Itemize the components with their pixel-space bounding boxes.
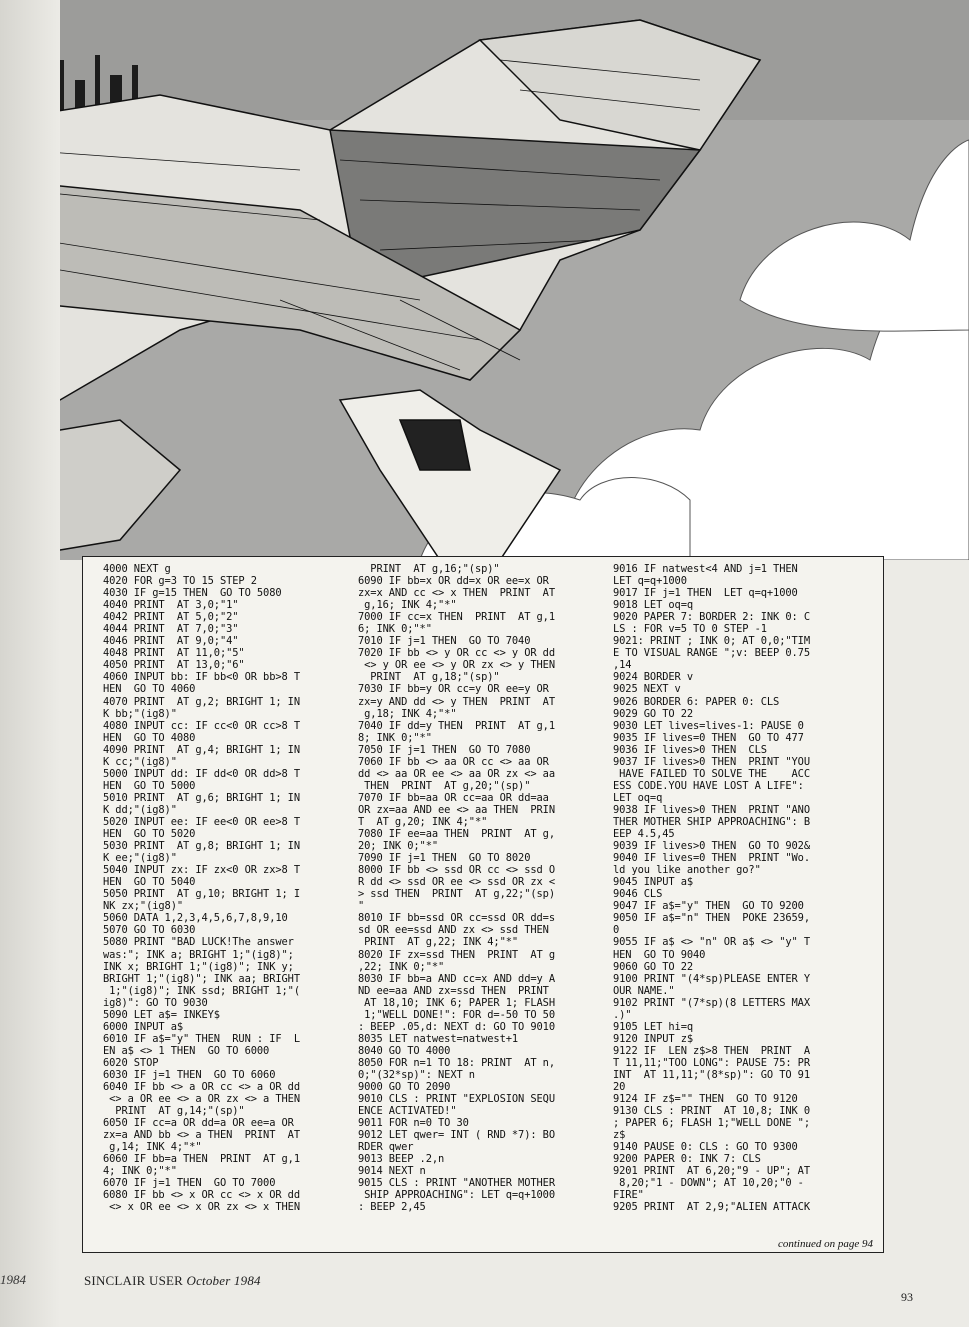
listing-line: 6060 IF bb=a THEN PRINT AT g,1	[103, 1153, 300, 1166]
listing-line: 4; INK 0;"*"	[103, 1165, 177, 1178]
listing-line: 7030 IF bb=y OR cc=y OR ee=y OR	[358, 683, 549, 696]
listing-line: 4040 PRINT AT 3,0;"1"	[103, 599, 239, 612]
listing-line: THER MOTHER SHIP APPROACHING": B	[613, 815, 810, 828]
listing-line: EEP 4.5,45	[613, 828, 675, 841]
listing-line: 6000 INPUT a$	[103, 1020, 184, 1033]
listing-line: 6; INK 0;"*"	[358, 623, 432, 636]
footer-credit	[84, 1273, 261, 1289]
listing-line: g,14; INK 4;"*"	[103, 1141, 202, 1154]
listing-line: 8035 LET natwest=natwest+1	[358, 1032, 519, 1045]
listing-line: 9036 IF lives>0 THEN CLS	[613, 743, 767, 756]
listing-line: 7090 IF j=1 THEN GO TO 8020	[358, 852, 531, 865]
listing-line: 9016 IF natwest<4 AND j=1 THEN	[613, 563, 798, 575]
magazine-name: SINCLAIR USER	[84, 1273, 184, 1288]
listing-line: 6030 IF j=1 THEN GO TO 6060	[103, 1068, 276, 1081]
listing-line: 8,20;"1 - DOWN"; AT 10,20;"0 -	[613, 1177, 804, 1190]
listing-line: 6020 STOP	[103, 1056, 159, 1069]
listing-line: g,18; INK 4;"*"	[358, 707, 457, 720]
page-number: 93	[901, 1290, 913, 1304]
listing-line: 7000 IF cc=x THEN PRINT AT g,1	[358, 611, 555, 624]
listing-line: 9020 PAPER 7: BORDER 2: INK 0: C	[613, 611, 810, 624]
program-listing	[82, 556, 884, 1253]
listing-line: INK x; BRIGHT 1;"(ig8)"; INK y;	[103, 960, 294, 973]
listing-line: 9040 IF lives=0 THEN PRINT "Wo.	[613, 852, 810, 865]
issue-date: October 1984	[186, 1273, 261, 1288]
listing-line: EN a$ <> 1 THEN GO TO 6000	[103, 1044, 270, 1057]
listing-column-2	[358, 563, 555, 1214]
previous-page-year: 1984	[0, 1272, 26, 1287]
listing-line: RDER qwer	[358, 1141, 414, 1154]
listing-line: HEN GO TO 4060	[103, 683, 196, 696]
listing-line: 9037 IF lives>0 THEN PRINT "YOU	[613, 755, 810, 768]
listing-line: 9030 LET lives=lives-1: PAUSE 0	[613, 719, 804, 732]
listing-line: HEN GO TO 4080	[103, 731, 196, 744]
listing-line: "	[358, 900, 365, 913]
listing-line: OR zx=aa AND ee <> aa THEN PRIN	[358, 803, 555, 816]
listing-line: ,22; INK 0;"*"	[358, 960, 445, 973]
listing-line: 20	[613, 1081, 626, 1094]
listing-line: LS : FOR v=5 TO 0 STEP -1	[613, 623, 767, 636]
listing-line: 9010 CLS : PRINT "EXPLOSION SEQU	[358, 1093, 555, 1106]
listing-line: 4042 PRINT AT 5,0;"2"	[103, 611, 239, 624]
listing-line: 6070 IF j=1 THEN GO TO 7000	[103, 1177, 276, 1190]
listing-line: 9013 BEEP .2,n	[358, 1153, 445, 1166]
listing-line: HEN GO TO 9040	[613, 948, 706, 961]
listing-line: 8010 IF bb=ssd OR cc=ssd OR dd=s	[358, 912, 555, 925]
listing-line: <> y OR ee <> y OR zx <> y THEN	[358, 659, 555, 672]
listing-line: ESS CODE.YOU HAVE LOST A LIFE":	[613, 779, 804, 792]
listing-line: 9035 IF lives=0 THEN GO TO 477	[613, 731, 804, 744]
listing-line: K ee;"(ig8)"	[103, 852, 177, 865]
listing-line: 0;"(32*sp)": NEXT n	[358, 1068, 475, 1081]
listing-line: 8; INK 0;"*"	[358, 731, 432, 744]
listing-line: LET q=q+1000	[613, 575, 687, 588]
listing-line: 9017 IF j=1 THEN LET q=q+1000	[613, 587, 798, 600]
listing-line: 4090 PRINT AT g,4; BRIGHT 1; IN	[103, 743, 300, 756]
listing-line: 5090 LET a$= INKEY$	[103, 1008, 220, 1021]
listing-line: 9045 INPUT a$	[613, 876, 694, 889]
listing-column-3	[613, 563, 810, 1214]
listing-line: THEN PRINT AT g,20;"(sp)"	[358, 779, 531, 792]
listing-line: 7050 IF j=1 THEN GO TO 7080	[358, 743, 531, 756]
listing-line: HEN GO TO 5020	[103, 828, 196, 841]
listing-line: zx=y AND dd <> y THEN PRINT AT	[358, 695, 555, 708]
listing-line: 6050 IF cc=a OR dd=a OR ee=a OR	[103, 1117, 294, 1130]
listing-line: 9047 IF a$="y" THEN GO TO 9200	[613, 900, 804, 913]
listing-line: 4050 PRINT AT 13,0;"6"	[103, 659, 245, 672]
listing-line: PRINT AT g,16;"(sp)"	[358, 563, 500, 575]
listing-line: .)"	[613, 1008, 632, 1021]
listing-line: 4048 PRINT AT 11,0;"5"	[103, 647, 245, 660]
listing-line: 9000 GO TO 2090	[358, 1081, 451, 1094]
listing-line: PRINT AT g,14;"(sp)"	[103, 1105, 245, 1118]
listing-line: AT 18,10; INK 6; PAPER 1; FLASH	[358, 996, 555, 1009]
listing-line: zx=a AND bb <> a THEN PRINT AT	[103, 1129, 300, 1142]
listing-line: 6010 IF a$="y" THEN RUN : IF L	[103, 1032, 300, 1045]
listing-line: was:"; INK a; BRIGHT 1;"(ig8)";	[103, 948, 294, 961]
listing-line: 9011 FOR n=0 TO 30	[358, 1117, 469, 1130]
listing-line: > ssd THEN PRINT AT g,22;"(sp)	[358, 888, 555, 901]
listing-line: R dd <> ssd OR ee <> ssd OR zx <	[358, 876, 555, 889]
listing-line: 4020 FOR g=3 TO 15 STEP 2	[103, 575, 257, 588]
listing-line: HAVE FAILED TO SOLVE THE ACC	[613, 767, 810, 780]
listing-line: z$	[613, 1129, 626, 1142]
listing-line: 6090 IF bb=x OR dd=x OR ee=x OR	[358, 575, 549, 588]
listing-line: 9039 IF lives>0 THEN GO TO 902&	[613, 840, 810, 853]
listing-line: 5020 INPUT ee: IF ee<0 OR ee>8 T	[103, 815, 300, 828]
listing-line: 9130 CLS : PRINT AT 10,8; INK 0	[613, 1105, 810, 1118]
listing-line: 20; INK 0;"*"	[358, 840, 439, 853]
listing-line: <> a OR ee <> a OR zx <> a THEN	[103, 1093, 300, 1106]
listing-line: 4046 PRINT AT 9,0;"4"	[103, 635, 239, 648]
listing-line: 9014 NEXT n	[358, 1165, 426, 1178]
listing-line: 7010 IF j=1 THEN GO TO 7040	[358, 635, 531, 648]
listing-line: 5010 PRINT AT g,6; BRIGHT 1; IN	[103, 791, 300, 804]
listing-line: FIRE"	[613, 1189, 644, 1202]
listing-line: BRIGHT 1;"(ig8)"; INK aa; BRIGHT	[103, 972, 300, 985]
listing-line: K bb;"(ig8)"	[103, 707, 177, 720]
listing-line: 9024 BORDER v	[613, 671, 694, 684]
listing-line: E TO VISUAL RANGE ";v: BEEP 0.75	[613, 647, 810, 660]
listing-line: ld you like another go?"	[613, 864, 761, 877]
listing-line: T AT g,20; INK 4;"*"	[358, 815, 488, 828]
listing-line: T 11,11;"TOO LONG": PAUSE 75: PR	[613, 1056, 810, 1069]
listing-line: 4030 IF g=15 THEN GO TO 5080	[103, 587, 282, 600]
listing-line: K dd;"(ig8)"	[103, 803, 177, 816]
listing-line: 9038 IF lives>0 THEN PRINT "ANO	[613, 803, 810, 816]
listing-line: 9120 INPUT z$	[613, 1032, 694, 1045]
listing-line: 9100 PRINT "(4*sp)PLEASE ENTER Y	[613, 972, 810, 985]
listing-line: 8020 IF zx=ssd THEN PRINT AT g	[358, 948, 555, 961]
listing-line: SHIP APPROACHING": LET q=q+1000	[358, 1189, 555, 1202]
listing-line: 5080 PRINT "BAD LUCK!The answer	[103, 936, 294, 949]
listing-line: 8050 FOR n=1 TO 18: PRINT AT n,	[358, 1056, 555, 1069]
continued-note: continued on page 94	[777, 1238, 873, 1250]
listing-line: <> x OR ee <> x OR zx <> x THEN	[103, 1201, 300, 1214]
listing-line: zx=x AND cc <> x THEN PRINT AT	[358, 587, 555, 600]
listing-line: 4060 INPUT bb: IF bb<0 OR bb>8 T	[103, 671, 300, 684]
listing-line: 7060 IF bb <> aa OR cc <> aa OR	[358, 755, 549, 768]
listing-line: 9018 LET oq=q	[613, 599, 694, 612]
listing-line: 9201 PRINT AT 6,20;"9 - UP"; AT	[613, 1165, 810, 1178]
listing-line: 9200 PAPER 0: INK 7: CLS	[613, 1153, 761, 1166]
listing-line: 9026 BORDER 6: PAPER 0: CLS	[613, 695, 780, 708]
listing-line: 5000 INPUT dd: IF dd<0 OR dd>8 T	[103, 767, 300, 780]
listing-line: 4080 INPUT cc: IF cc<0 OR cc>8 T	[103, 719, 300, 732]
listing-line: K cc;"(ig8)"	[103, 755, 177, 768]
listing-line: dd <> aa OR ee <> aa OR zx <> aa	[358, 767, 555, 780]
listing-line: INT AT 11,11;"(8*sp)": GO TO 91	[613, 1068, 810, 1081]
listing-line: ND ee=aa AND zx=ssd THEN PRINT	[358, 984, 549, 997]
listing-line: 4070 PRINT AT g,2; BRIGHT 1; IN	[103, 695, 300, 708]
listing-line: 9050 IF a$="n" THEN POKE 23659,	[613, 912, 810, 925]
listing-line: 7080 IF ee=aa THEN PRINT AT g,	[358, 828, 555, 841]
listing-line: 7070 IF bb=aa OR cc=aa OR dd=aa	[358, 791, 549, 804]
listing-line: PRINT AT g,22; INK 4;"*"	[358, 936, 519, 949]
listing-line: 4000 NEXT g	[103, 563, 171, 575]
spaceship-illustration	[0, 0, 969, 560]
listing-line: 6080 IF bb <> x OR cc <> x OR dd	[103, 1189, 300, 1202]
listing-line: 9012 LET qwer= INT ( RND *7): BO	[358, 1129, 555, 1142]
listing-line: 4044 PRINT AT 7,0;"3"	[103, 623, 239, 636]
listing-line: 1;"WELL DONE!": FOR d=-50 TO 50	[358, 1008, 555, 1021]
listing-line: 8000 IF bb <> ssd OR cc <> ssd O	[358, 864, 555, 877]
listing-line: 9102 PRINT "(7*sp)(8 LETTERS MAX	[613, 996, 810, 1009]
listing-line: 5060 DATA 1,2,3,4,5,6,7,8,9,10	[103, 912, 288, 925]
listing-line: sd OR ee=ssd AND zx <> ssd THEN	[358, 924, 549, 937]
listing-line: 0	[613, 924, 620, 937]
listing-line: 9015 CLS : PRINT "ANOTHER MOTHER	[358, 1177, 555, 1190]
listing-line: ig8)": GO TO 9030	[103, 996, 208, 1009]
listing-line: 5040 INPUT zx: IF zx<0 OR zx>8 T	[103, 864, 300, 877]
listing-line: 9140 PAUSE 0: CLS : GO TO 9300	[613, 1141, 798, 1154]
listing-line: 9205 PRINT AT 2,9;"ALIEN ATTACK	[613, 1201, 810, 1214]
listing-line: 7040 IF dd=y THEN PRINT AT g,1	[358, 719, 555, 732]
listing-line: 9124 IF z$="" THEN GO TO 9120	[613, 1093, 798, 1106]
listing-line: HEN GO TO 5040	[103, 876, 196, 889]
listing-column-1	[103, 563, 300, 1214]
listing-line: 5050 PRINT AT g,10; BRIGHT 1; I	[103, 888, 300, 901]
listing-line: : BEEP .05,d: NEXT d: GO TO 9010	[358, 1020, 555, 1033]
listing-line: 9105 LET hi=q	[613, 1020, 694, 1033]
listing-line: 8030 IF bb=a AND cc=x AND dd=y A	[358, 972, 555, 985]
listing-line: ENCE ACTIVATED!"	[358, 1105, 457, 1118]
listing-line: 1;"(ig8)"; INK ssd; BRIGHT 1;"(	[103, 984, 300, 997]
listing-line: LET oq=q	[613, 791, 663, 804]
listing-line: 9046 CLS	[613, 888, 663, 901]
listing-line: 9029 GO TO 22	[613, 707, 694, 720]
listing-line: 5070 GO TO 6030	[103, 924, 196, 937]
listing-line: NK zx;"(ig8)"	[103, 900, 184, 913]
listing-line: HEN GO TO 5000	[103, 779, 196, 792]
page-gutter-shadow	[0, 0, 60, 1327]
listing-line: 7020 IF bb <> y OR cc <> y OR dd	[358, 647, 555, 660]
listing-line: ,14	[613, 659, 632, 672]
listing-line: 9055 IF a$ <> "n" OR a$ <> "y" T	[613, 936, 810, 949]
listing-line: 9060 GO TO 22	[613, 960, 694, 973]
listing-line: 5030 PRINT AT g,8; BRIGHT 1; IN	[103, 840, 300, 853]
listing-line: 9122 IF LEN z$>8 THEN PRINT A	[613, 1044, 810, 1057]
listing-line: g,16; INK 4;"*"	[358, 599, 457, 612]
listing-line: 9025 NEXT v	[613, 683, 681, 696]
listing-line: OUR NAME."	[613, 984, 675, 997]
listing-line: ; PAPER 6; FLASH 1;"WELL DONE ";	[613, 1117, 810, 1130]
listing-line: 9021: PRINT ; INK 0; AT 0,0;"TIM	[613, 635, 810, 648]
listing-line: 6040 IF bb <> a OR cc <> a OR dd	[103, 1081, 300, 1094]
listing-line: 8040 GO TO 4000	[358, 1044, 451, 1057]
listing-line: : BEEP 2,45	[358, 1201, 426, 1214]
listing-line: PRINT AT g,18;"(sp)"	[358, 671, 500, 684]
